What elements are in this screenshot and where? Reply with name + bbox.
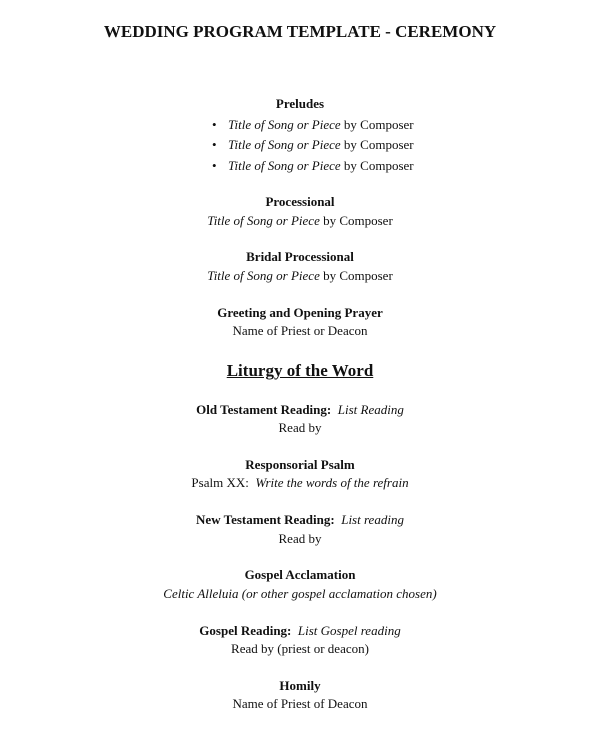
song-title: Title of Song or Piece bbox=[228, 117, 341, 132]
nt-line: Read by bbox=[278, 531, 322, 546]
nt-value: List reading bbox=[341, 512, 404, 527]
gospel-value: List Gospel reading bbox=[297, 623, 401, 638]
acclamation-value: Celtic Alleluia (or other gospel acclamation chosen) bbox=[163, 586, 437, 601]
song-title: Title of Song or Piece bbox=[207, 268, 320, 283]
ot-value: List Reading bbox=[337, 402, 404, 417]
prelude-item bbox=[212, 137, 414, 153]
composer: by Composer bbox=[323, 213, 393, 228]
composer: by Composer bbox=[343, 117, 414, 132]
processional-line bbox=[0, 213, 600, 229]
acclamation-line bbox=[0, 586, 600, 602]
homily-heading: Homily bbox=[279, 678, 321, 693]
bridal-line bbox=[0, 268, 600, 284]
song-title: Title of Song or Piece bbox=[228, 158, 341, 173]
homily-line: Name of Priest of Deacon bbox=[232, 696, 368, 711]
acclamation-heading: Gospel Acclamation bbox=[244, 567, 356, 582]
ot-line: Read by bbox=[278, 420, 322, 435]
bullet-icon: • bbox=[212, 137, 217, 152]
preludes-heading: Preludes bbox=[275, 96, 325, 111]
psalm-label: Psalm XX: bbox=[191, 475, 249, 490]
prelude-item bbox=[212, 158, 414, 174]
song-title: Title of Song or Piece bbox=[228, 137, 341, 152]
bullet-icon: • bbox=[212, 158, 217, 173]
greeting-heading: Greeting and Opening Prayer bbox=[217, 305, 383, 320]
nt-heading bbox=[0, 512, 600, 528]
composer: by Composer bbox=[343, 137, 414, 152]
section-heading: Liturgy of the Word bbox=[226, 361, 374, 380]
document-title: WEDDING PROGRAM TEMPLATE - CEREMONY bbox=[103, 22, 497, 41]
gospel-line: Read by (priest or deacon) bbox=[231, 641, 369, 656]
composer: by Composer bbox=[343, 158, 414, 173]
gospel-heading bbox=[0, 623, 600, 639]
ot-heading bbox=[0, 402, 600, 418]
psalm-value: Write the words of the refrain bbox=[255, 475, 409, 490]
composer: by Composer bbox=[323, 268, 393, 283]
ot-label: Old Testament Reading: bbox=[196, 402, 332, 417]
song-title: Title of Song or Piece bbox=[207, 213, 320, 228]
psalm-line bbox=[0, 475, 600, 491]
processional-heading: Processional bbox=[265, 194, 335, 209]
bullet-icon: • bbox=[212, 117, 217, 132]
nt-label: New Testament Reading: bbox=[196, 512, 335, 527]
gospel-label: Gospel Reading: bbox=[199, 623, 292, 638]
prelude-item bbox=[212, 117, 414, 133]
greeting-line: Name of Priest or Deacon bbox=[232, 323, 368, 338]
bridal-heading: Bridal Processional bbox=[246, 249, 354, 264]
psalm-heading: Responsorial Psalm bbox=[245, 457, 355, 472]
